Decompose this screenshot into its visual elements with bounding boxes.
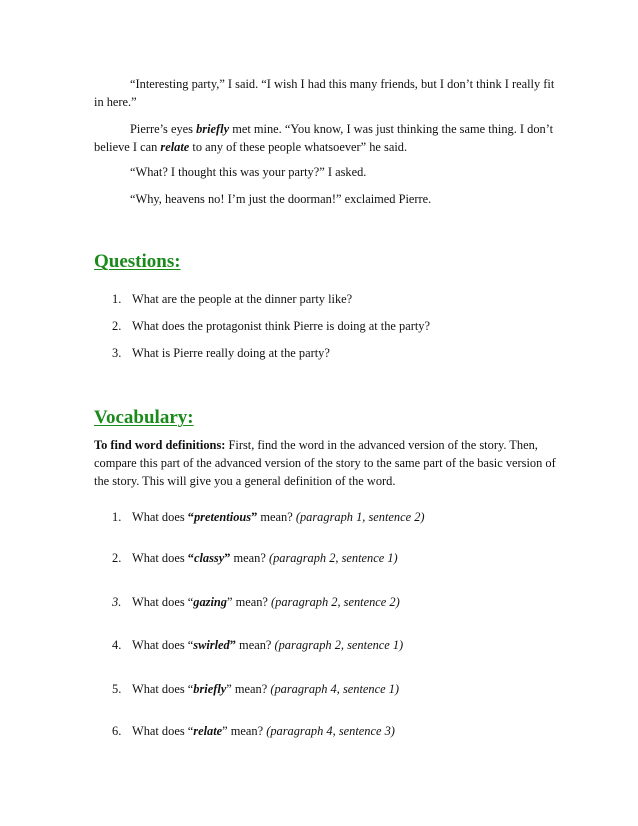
vocab-reference: (paragraph 4, sentence 1)	[270, 682, 400, 696]
vocab-quote: ”	[222, 724, 228, 738]
question-number: 1.	[112, 292, 122, 306]
vocab-quote: “	[187, 551, 194, 565]
vocabulary-item	[112, 593, 562, 611]
story-paragraph-1	[94, 75, 556, 111]
questions-heading: Questions:	[94, 251, 181, 272]
vocab-quote: ”	[251, 510, 258, 524]
vocab-number: 6.	[112, 724, 122, 738]
question-item	[112, 344, 562, 362]
vocab-reference: (paragraph 4, sentence 3)	[266, 724, 395, 738]
vocab-quote: ”	[229, 638, 236, 652]
vocab-prefix: What does	[132, 551, 188, 565]
question-text: What is Pierre really doing at the party?	[132, 346, 330, 360]
story-paragraph-2-part: Pierre’s eyes	[130, 122, 197, 136]
vocabulary-item	[112, 722, 562, 740]
story-paragraph-4	[94, 190, 556, 208]
question-item	[112, 290, 562, 308]
vocab-number: 4.	[112, 638, 122, 652]
vocab-mid: mean?	[232, 595, 272, 609]
vocab-quote: ”	[226, 682, 232, 696]
story-paragraph-3	[94, 163, 556, 181]
vocabulary-heading: Vocabulary:	[94, 407, 194, 428]
story-word-relate: relate	[160, 140, 190, 154]
story-paragraph-2-part: to any of these people whatsoever” he said.	[189, 140, 408, 154]
vocab-reference: (paragraph 2, sentence 1)	[268, 551, 398, 565]
question-text: What are the people at the dinner party like?	[132, 292, 353, 306]
vocab-prefix: What does	[132, 638, 188, 652]
vocab-number: 1.	[112, 510, 122, 524]
vocab-word: classy	[193, 551, 225, 565]
vocab-prefix: What does	[132, 724, 188, 738]
vocab-quote: “	[187, 638, 194, 652]
question-number: 2.	[112, 319, 122, 333]
question-number: 3.	[112, 346, 122, 360]
vocab-quote: “	[187, 595, 194, 609]
story-paragraph-2-part: met mine. “You know, I was just thinking the same thing. I don’t believe I can	[94, 122, 554, 154]
vocabulary-item	[112, 549, 562, 567]
vocab-quote: “	[187, 724, 194, 738]
vocab-number: 2.	[112, 551, 122, 565]
vocab-number: 5.	[112, 682, 122, 696]
question-text: What does the protagonist think Pierre is doing at the party?	[132, 319, 430, 333]
vocab-mid: mean?	[227, 724, 267, 738]
story-paragraph-2	[94, 120, 556, 156]
vocab-mid: mean?	[230, 551, 269, 565]
vocabulary-item	[112, 680, 562, 698]
vocabulary-instructions	[94, 436, 556, 490]
instruction-label: To find word definitions:	[94, 438, 226, 452]
vocab-word: swirled	[193, 638, 230, 652]
instruction-text: First, find the word in the advanced version of the story. Then, compare this part of the advanced version of the story to the same part of the basic version of the story. This will give you a general definition of the word.	[94, 438, 556, 488]
story-paragraph-1-text: “Interesting party,” I said. “I wish I had this many friends, but I don’t think I really fit in here.”	[94, 77, 555, 109]
story-paragraph-3-text: “What? I thought this was your party?” I asked.	[130, 165, 367, 179]
vocab-mid: mean?	[235, 638, 275, 652]
vocab-number: 3.	[112, 595, 122, 609]
vocab-prefix: What does	[132, 595, 188, 609]
vocab-prefix: What does	[132, 682, 188, 696]
vocab-reference: (paragraph 1, sentence 2)	[295, 510, 425, 524]
vocab-reference: (paragraph 2, sentence 1)	[274, 638, 404, 652]
vocab-mid: mean?	[257, 510, 296, 524]
vocab-quote: “	[187, 682, 194, 696]
story-paragraph-4-text: “Why, heavens no! I’m just the doorman!” exclaimed Pierre.	[130, 192, 432, 206]
vocab-word: briefly	[193, 682, 227, 696]
story-word-briefly: briefly	[196, 122, 230, 136]
vocabulary-item	[112, 508, 562, 526]
vocab-word: pretentious	[193, 510, 252, 524]
vocabulary-item	[112, 636, 562, 654]
vocab-reference: (paragraph 2, sentence 2)	[271, 595, 400, 609]
vocab-word: relate	[193, 724, 223, 738]
question-item	[112, 317, 562, 335]
vocab-mid: mean?	[231, 682, 271, 696]
vocab-word: gazing	[193, 595, 227, 609]
vocab-prefix: What does	[132, 510, 188, 524]
vocab-quote: ”	[227, 595, 233, 609]
vocab-quote: ”	[224, 551, 231, 565]
vocab-quote: “	[187, 510, 194, 524]
